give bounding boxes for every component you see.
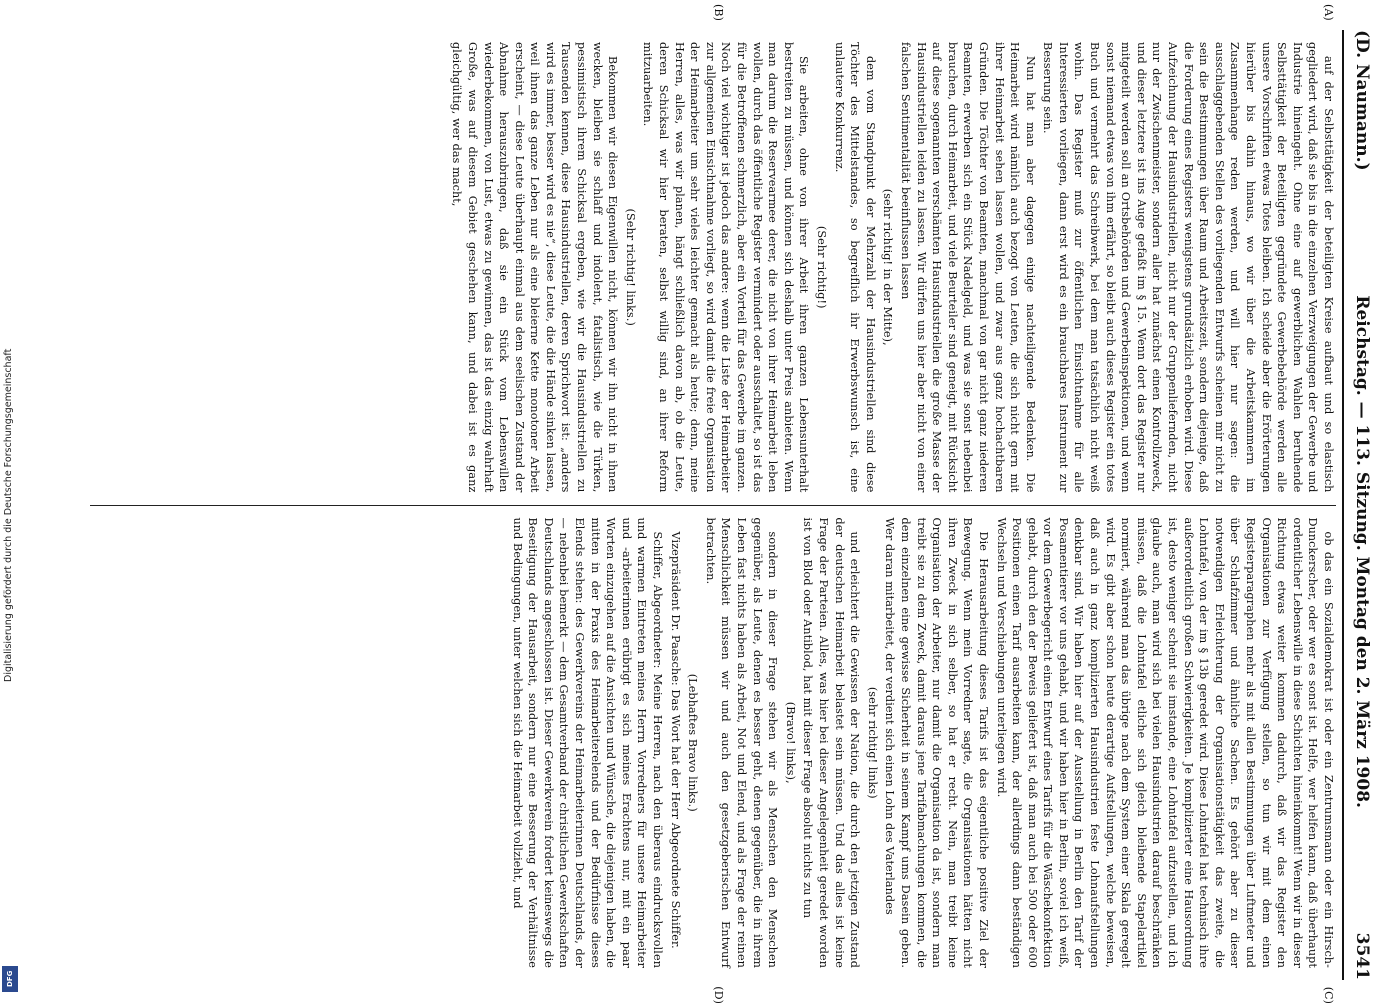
text-columns — [90, 4, 1336, 1004]
margin-marker-a: (A) — [1322, 4, 1335, 21]
paragraph: und erleichtert die Gewissen der Nation, die durch den jetzigen Zustand der deutschen Heimarbeit belastet sein müssen. Und das alles ist keine Frage der Parteien. Alles, was hier bei dieser Angelegenheit geredet worden ist von Blod oder Antiblod, hat mit dieser Frage absolut nichts zu tun — [801, 517, 862, 968]
margin-marker-b: (B) — [712, 4, 725, 21]
paragraph: (Sehr richtig!) — [815, 225, 828, 309]
paragraph: Vizepräsident Dr. Paasche: Das Wort hat der Herr Abgeordnete Schiffer. — [668, 531, 682, 949]
page-title: Reichstag. — 113. Sitzung. Montag den 2. März 1908. — [1352, 295, 1372, 808]
paragraph: Nun hat man aber dagegen einige nachteiligende Bedenken. Die Heimarbeit wird nämlich auch bezogt von Leuten, die sich nicht gern mit ihrer Heimarbeit sehen lassen wollen, und zwar aus ganz hochachtbaren Gründen. Die Töchter von Beamten, manchmal von gar nicht ganz niederen Beamten, erwerben sich ein Stück Nadelgeld, und was sie sonst nebenbei brauchen, durch Heimarbeit, und viele Beurteiler sind geneigt, mit Rücksicht auf diese sogenannten verschämten Hausindustriellen die große Masse der Hausindustriellen leiden zu lassen. Wir dürfen uns hier aber nicht von einer falschen Sentimentalität beeinflussen lassen — [898, 42, 1037, 493]
paragraph: (sehr richtig! links) — [865, 686, 879, 799]
paragraph: (sehr richtig! in der Mitte), — [881, 188, 895, 346]
paragraph: sondern in dieser Frage stehen wir als Menschen den Menschen gegenüber, als Leute, denen es besser geht, denen gegenüber, die in ihrem Leben fast nichts haben als Arbeit, Not und Elend, und als Frage der reinen Menschlichkeit müssen wir und auch den gesetzgeberischen Entwurf betrachten. — [703, 517, 780, 968]
paragraph: Sie arbeiten, ohne von ihrer Arbeit ihren ganzen Lebensunterhalt bestreiten zu müssen, und können sich deshalb unter Preis anbieten. Wenn man darum die Reservearmee derer, die nicht von ihrer Heimarbeit leben wollen, durch das öffentliche Register vermindert oder ausschaltet, so ist das für die Betroffenen schmerzlich, aber ein Vorteil für das Gewerbe im ganzen. Noch viel wichtiger ist jedoch das andere: wenn die Liste der Heimarbeiter zur allgemeinen Einsichtnahme vorliegt, so wird damit die freie Organisation der Heimarbeiter um sehr vieles leichter gemacht als heute; denn, meine Herren, alles, was wir planen, hängt schließlich davon ab, ob die Leute, deren Schicksal wir hier beraten, selbst willig sind, an ihrer Reform mitzuarbeiten. — [641, 42, 811, 493]
column-right — [90, 505, 1336, 1004]
dfg-logo: DFG — [2, 966, 18, 992]
speaker-label: (D. Naumann.) — [1352, 30, 1372, 171]
paragraph: Schiffer, Abgeordneter: Meine Herren, nach den überaus eindrucksvollen und warmen Eintreten meines Herrn Vorredners für unsere Heimarbeiter und -arbeiterinnen erübrigt es sich meines Erachtens nur, mit ein paar Worten einzugehen auf die Ansichten und Wünsche, die diejenigen haben, die mitten in der Praxis des Heimarbeiterelends und der Bedürfnisse dieses Elends stehen: des Gewerkvereins der Heimarbeiterinnen Deutschlands, der — nebenbei bemerkt — dem Gesamtverband der christlichen Gewerkschaften Deutschlands angeschlossen ist. Dieser Gewerkverein fordert keineswegs die Beseitigung der Hausarbeit, sondern nur eine Besserung der Verhältnisse und Bedingungen, unter welchen sich die Heimarbeit vollzieht, und — [510, 517, 665, 968]
paragraph: (Sehr richtig! links.) — [623, 208, 637, 326]
document-page — [80, 0, 1380, 1004]
paragraph: (Bravo! links), — [783, 701, 797, 784]
column-left — [90, 4, 1336, 505]
paragraph: Bekommen wir diesen Eigenwillen nicht, können wir ihn nicht in ihnen wecken, bleiben sie schlaff und indolent, fatalistisch, wie die Türken, pessimistisch ihrem Schicksal ergeben, wie wir die Hausindustriellen zu Tausenden kennen, diese Hausindustriellen, deren Sprichwort ist: „anders wird es immer, besser wird es nie“, diese Leute, die die Hände sinken lassen, weil ihnen das ganze Leben nur als eine bleierne Kette monotoner Arbeit erscheint, — diese Leute überhaupt einmal aus dem seelischen Zustand der Abnahme herauszubringen, daß sie ein Stück vom Lebenswillen wiederbekommen, von Lust, etwas zu gewinnen, das ist das einzig wahrhaft Große, was auf diesem Gebiet geschehen kann, und dabei ist es ganz gleichgültig, wer das macht, — [450, 42, 620, 493]
digitization-credit: Digitalisierung gefördert durch die Deutsche Forschungsgemeinschaft — [3, 348, 14, 682]
page-header — [1342, 30, 1372, 980]
paragraph: ob das ein Sozialdemokrat ist oder ein Zentrumsmann oder ein Hirsch-Dunckerscher, oder wer es sonst ist. Helfe, wer helfen kann, daß überhaupt ordentlicher Lebenswille in diese Schichten hineinkommt! Wenn wir in dieser Richtung etwas weiter kommen dadurch, daß wir das Register den Organisationen zur Verfügung stellen, so tun wir mit dem einen Registerparagraphen mehr als mit allen Bestimmungen über Luftmeter und über Schlafzimmer und ähnliche Sachen. Es gehört aber zu dieser notwendigen Erleichterung der Organisationstätigkeit das zweite, die Lohntafel, von der im § 13b geredet wird. Diese Lohntafel hat technisch ihre außerordentlich großen Schwierigkeiten. Je komplizierter eine Hausordnung ist, desto weniger scheint sie imstande, eine Lohntafel aufzustellen, und ich glaube auch, man wird sich bei vielen Hausindustrien darauf beschränken müssen, daß die Lohntafel etliche sich gleich bleibende Stapelartikel normiert, während man das übrige nach dem System einer Skala geregelt wird. Es gibt aber schon heute derartige Aufstellungen, welche beweisen, daß auch in ganz komplizierten Hausindustrien feste Lohnaufstellungen denkbar sind. Wir haben hier auf der Ausstellung in Berlin den Tarif der Posamentierer vor uns gehabt, und wir haben hier in Berlin, soviel ich weiß, vor dem Gewerbegericht einen Entwurf eines Tarifs für die Wäschekonfektion gehabt, durch den der Beweis geliefert ist, daß man auch bei 500 oder 600 Positionen einen Tarif ausarbeiten kann, der allerdings dann beständigen Wechseln und Verschiebungen unterliegen wird. — [994, 517, 1335, 968]
page-number: 3541 — [1352, 932, 1372, 980]
paragraph: auf der Selbsttätigkeit der beteiligten Kreise aufbaut und so elastisch gegliedert wird, daß sie bis in die einzelnen Verzweigungen der Gewerbe und Industrie hineingeht. Ohne eine auf gewerblichen Wahlen beruhende Selbsttätigkeit der Beteiligten gegründete Gewerbebehörde werden alle unsere Vorschriften etwas Totes bleiben. Ich scheide aber die Erörterungen hierüber bis dahin hinaus, wo wir über die Arbeitskammern im Zusammenhange reden werden, und will hier nur sagen: die ausschlaggebenden Stellen des vorliegenden Entwurfs scheinen mir nicht zu sein die Bestimmungen über Raum und Arbeitszeit, sondern diejenige, daß die Forderung eines Registers wenigstens grundsätzlich erhoben wird. Diese Aufzeichnung der Hausindustriellen, nicht nur der Gruppenliefernden, nicht nur der Zwischenmeister, sondern aller hat zunächst einen Kontrollzweck, und dieser letztere ist ins Auge gefaßt im § 15. Wenn dort das Register nur mitgeteilt werden soll an Ortsbehörden und Gewerbeinspektionen, und wenn sonst niemand etwas von ihm erfährt, so bleibt auch dieses Register ein totes Buch und vermehrt das Schreibwerk, bei dem man tatsächlich nicht weiß wohin. Das Register muß zur öffentlichen Einsichtnahme für alle Interessierten vorliegen, dann erst wird es ein brauchbares Instrument zur Besserung sein. — [1041, 42, 1335, 493]
margin-marker-d: (D) — [712, 986, 725, 1004]
paragraph: (Lebhaftes Bravo links.) — [686, 673, 700, 812]
paragraph: Die Herausarbeitung dieses Tarifs ist das eigentliche positive Ziel der Bewegung. Wenn mein Vorredner sagte, die Organisationen hätten nicht ihren Zweck in sich selber, so hat er recht. Nein, man treibt keine Organisation der Arbeiter, nur damit die Organisation da ist, sondern man treibt sie zu dem Zweck, damit daraus jene Tarifabmachungen kommen, die dem einzelnen eine gewisse Sicherheit in seinem Kampf ums Dasein geben. Wer daran mitarbeitet, der verdient sich einen Lohn des Vaterlandes — [883, 517, 990, 968]
paragraph: dem vom Standpunkt der Mehrzahl der Hausindustriellen sind diese Töchter des Mittelstandes, so begreiflich ihr Erwerbswunsch ist, eine unlautere Konkurrenz. — [832, 42, 877, 493]
margin-marker-c: (C) — [1322, 986, 1335, 1004]
